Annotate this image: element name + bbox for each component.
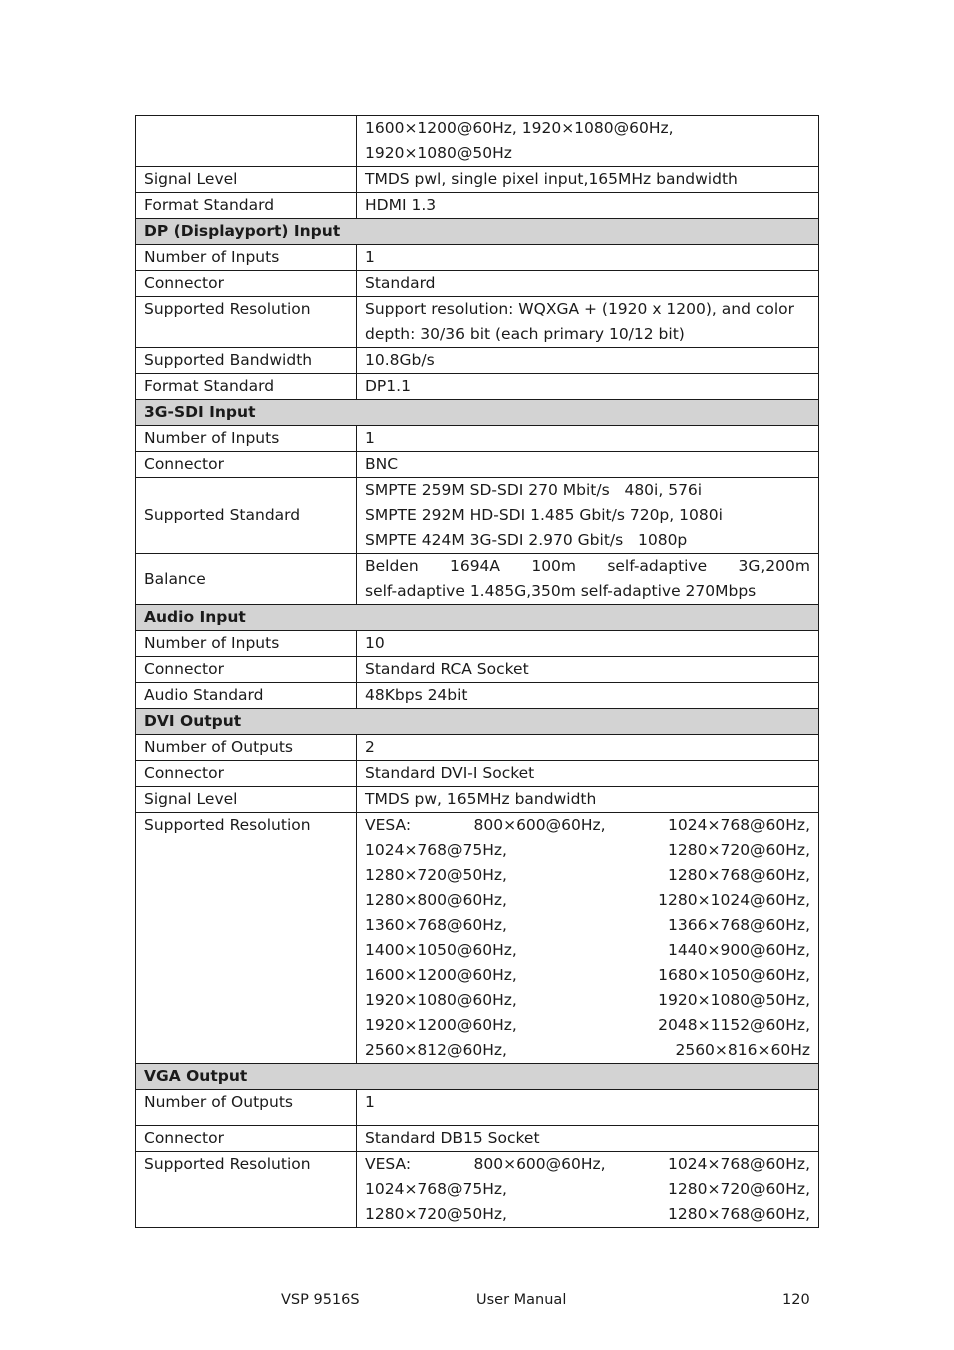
footer-doc-title: User Manual (476, 1292, 567, 1308)
table-row (136, 271, 819, 297)
resolution-line: 1280×720@50Hz, 1280×768@60Hz, (365, 866, 810, 884)
spec-value: Support resolution: WQXGA + (1920 x 1200), and color depth: 30/36 bit (each primary 10/12 bit) (357, 297, 819, 348)
spec-value: 48Kbps 24bit (357, 683, 819, 709)
section-header-dvi (136, 709, 819, 735)
spec-value: 1600×1200@60Hz, 1920×1080@60Hz, 1920×1080@50Hz (357, 116, 819, 167)
spec-label: Connector (136, 271, 357, 297)
table-row (136, 1152, 819, 1228)
spec-value: BNC (357, 452, 819, 478)
resolution-line: 1920×1200@60Hz, 2048×1152@60Hz, (365, 1016, 810, 1034)
table-row (136, 735, 819, 761)
table-row (136, 554, 819, 605)
spec-value: 1 (357, 1090, 819, 1126)
spec-label: Number of Inputs (136, 426, 357, 452)
table-row (136, 193, 819, 219)
resolution-line: 2560×812@60Hz, 2560×816×60Hz (365, 1041, 810, 1059)
page-number: 120 (782, 1292, 810, 1308)
section-header-sdi (136, 400, 819, 426)
table-row (136, 297, 819, 348)
spec-label: Number of Outputs (136, 1090, 357, 1126)
resolution-line: 1024×768@75Hz, 1280×720@60Hz, (365, 841, 810, 859)
resolution-line: VESA: 800×600@60Hz, 1024×768@60Hz, (365, 816, 810, 834)
spec-value: SMPTE 259M SD-SDI 270 Mbit/s 480i, 576i SMPTE 292M HD-SDI 1.485 Gbit/s 720p, 1080i SMPTE 424M 3G-SDI 2.970 Gbit/s 1080p (357, 478, 819, 554)
table-row (136, 426, 819, 452)
table-row (136, 348, 819, 374)
table-row (136, 657, 819, 683)
table-row (136, 1090, 819, 1126)
section-header-audio (136, 605, 819, 631)
spec-label: Number of Outputs (136, 735, 357, 761)
spec-label: Supported Bandwidth (136, 348, 357, 374)
spec-value: DP1.1 (357, 374, 819, 400)
spec-label: Format Standard (136, 193, 357, 219)
spec-value (357, 1152, 819, 1228)
table-row (136, 787, 819, 813)
spec-label: Signal Level (136, 787, 357, 813)
spec-label: Supported Resolution (136, 1152, 357, 1228)
spec-value: 1 (357, 426, 819, 452)
spec-value: TMDS pw, 165MHz bandwidth (357, 787, 819, 813)
section-header-dp (136, 219, 819, 245)
spec-label: Supported Standard (136, 478, 357, 554)
spec-value: Standard DB15 Socket (357, 1126, 819, 1152)
spec-value: Standard DVI-I Socket (357, 761, 819, 787)
spec-value: 10 (357, 631, 819, 657)
spec-label: Signal Level (136, 167, 357, 193)
spec-label: Audio Standard (136, 683, 357, 709)
spec-value: 2 (357, 735, 819, 761)
table-row (136, 167, 819, 193)
table-row (136, 478, 819, 554)
spec-label: Supported Resolution (136, 813, 357, 1064)
resolution-line: 1280×720@50Hz, 1280×768@60Hz, (365, 1205, 810, 1223)
table-row (136, 683, 819, 709)
spec-label: Connector (136, 452, 357, 478)
spec-value: TMDS pwl, single pixel input,165MHz bandwidth (357, 167, 819, 193)
table-row (136, 245, 819, 271)
resolution-line: VESA: 800×600@60Hz, 1024×768@60Hz, (365, 1155, 810, 1173)
table-row (136, 116, 819, 167)
resolution-line: 1024×768@75Hz, 1280×720@60Hz, (365, 1180, 810, 1198)
resolution-line: 1400×1050@60Hz, 1440×900@60Hz, (365, 941, 810, 959)
spec-value: Belden 1694A 100m self-adaptive 3G,200m self-adaptive 1.485G,350m self-adaptive 270Mbps (357, 554, 819, 605)
spec-label: Balance (136, 554, 357, 605)
table-row (136, 1126, 819, 1152)
table-row (136, 374, 819, 400)
spec-value: HDMI 1.3 (357, 193, 819, 219)
spec-value: Standard (357, 271, 819, 297)
section-header-vga (136, 1064, 819, 1090)
spec-value: 1 (357, 245, 819, 271)
spec-label: Format Standard (136, 374, 357, 400)
section-title: 3G-SDI Input (136, 400, 819, 426)
section-title: DP (Displayport) Input (136, 219, 819, 245)
spec-label: Connector (136, 761, 357, 787)
resolution-line: 1360×768@60Hz, 1366×768@60Hz, (365, 916, 810, 934)
table-row (136, 761, 819, 787)
spec-label: Connector (136, 1126, 357, 1152)
spec-value: Standard RCA Socket (357, 657, 819, 683)
footer-model: VSP 9516S (281, 1292, 360, 1308)
spec-value: 10.8Gb/s (357, 348, 819, 374)
resolution-line: 1280×800@60Hz, 1280×1024@60Hz, (365, 891, 810, 909)
spec-label (136, 116, 357, 167)
section-title: DVI Output (136, 709, 819, 735)
spec-table (135, 115, 819, 1228)
spec-value (357, 813, 819, 1064)
spec-label: Supported Resolution (136, 297, 357, 348)
spec-label: Connector (136, 657, 357, 683)
section-title: VGA Output (136, 1064, 819, 1090)
table-row (136, 813, 819, 1064)
resolution-line: 1600×1200@60Hz, 1680×1050@60Hz, (365, 966, 810, 984)
resolution-line: 1920×1080@60Hz, 1920×1080@50Hz, (365, 991, 810, 1009)
spec-label: Number of Inputs (136, 631, 357, 657)
spec-label: Number of Inputs (136, 245, 357, 271)
section-title: Audio Input (136, 605, 819, 631)
table-row (136, 631, 819, 657)
table-row (136, 452, 819, 478)
